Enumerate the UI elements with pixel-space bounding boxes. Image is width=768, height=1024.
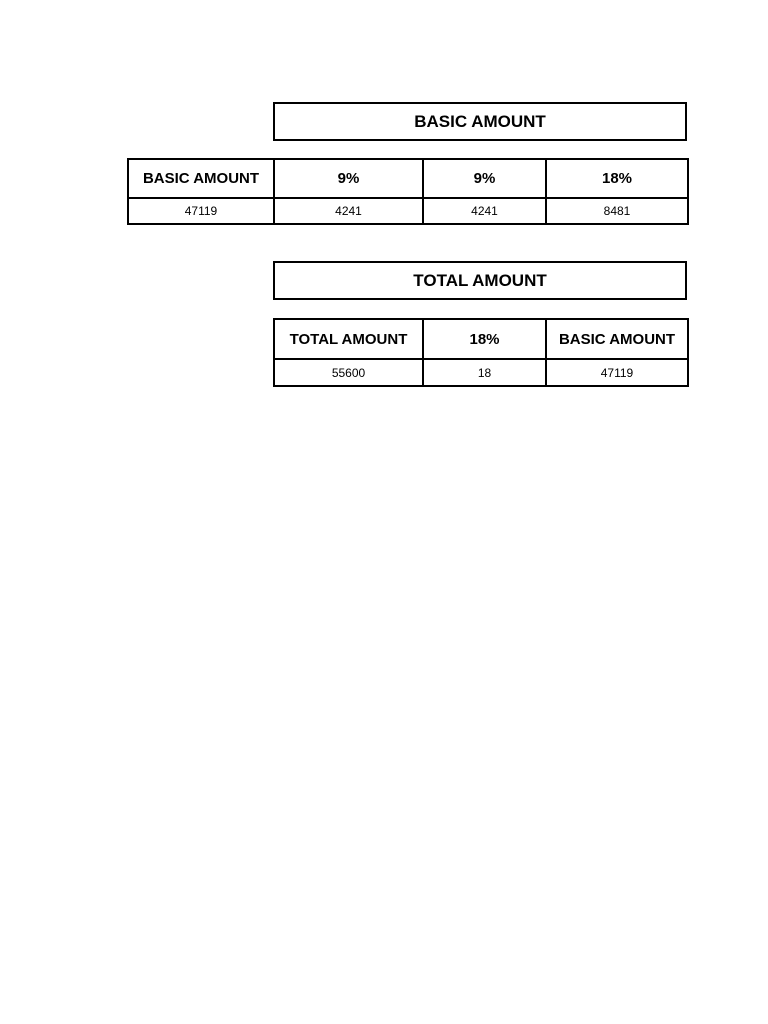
value-cell-gst-rate: 18	[423, 359, 546, 386]
header-cell-gst-rate: 18%	[423, 319, 546, 359]
total-amount-table	[273, 318, 689, 387]
table-row	[128, 198, 688, 224]
value-cell-total-amount: 55600	[274, 359, 423, 386]
header-cell-gst-rate: 18%	[546, 159, 688, 198]
header-cell-basic-amount: BASIC AMOUNT	[546, 319, 688, 359]
value-cell-cgst: 4241	[274, 198, 423, 224]
value-cell-basic-amount: 47119	[128, 198, 274, 224]
header-cell-total-amount: TOTAL AMOUNT	[274, 319, 423, 359]
value-cell-gst: 8481	[546, 198, 688, 224]
basic-amount-title: BASIC AMOUNT	[273, 102, 687, 141]
basic-amount-table	[127, 158, 689, 225]
table-row	[274, 359, 688, 386]
header-cell-cgst-rate: 9%	[274, 159, 423, 198]
value-cell-sgst: 4241	[423, 198, 546, 224]
header-cell-basic-amount: BASIC AMOUNT	[128, 159, 274, 198]
table-header-row	[128, 159, 688, 198]
table-header-row	[274, 319, 688, 359]
header-cell-sgst-rate: 9%	[423, 159, 546, 198]
total-amount-title: TOTAL AMOUNT	[273, 261, 687, 300]
value-cell-basic-amount: 47119	[546, 359, 688, 386]
